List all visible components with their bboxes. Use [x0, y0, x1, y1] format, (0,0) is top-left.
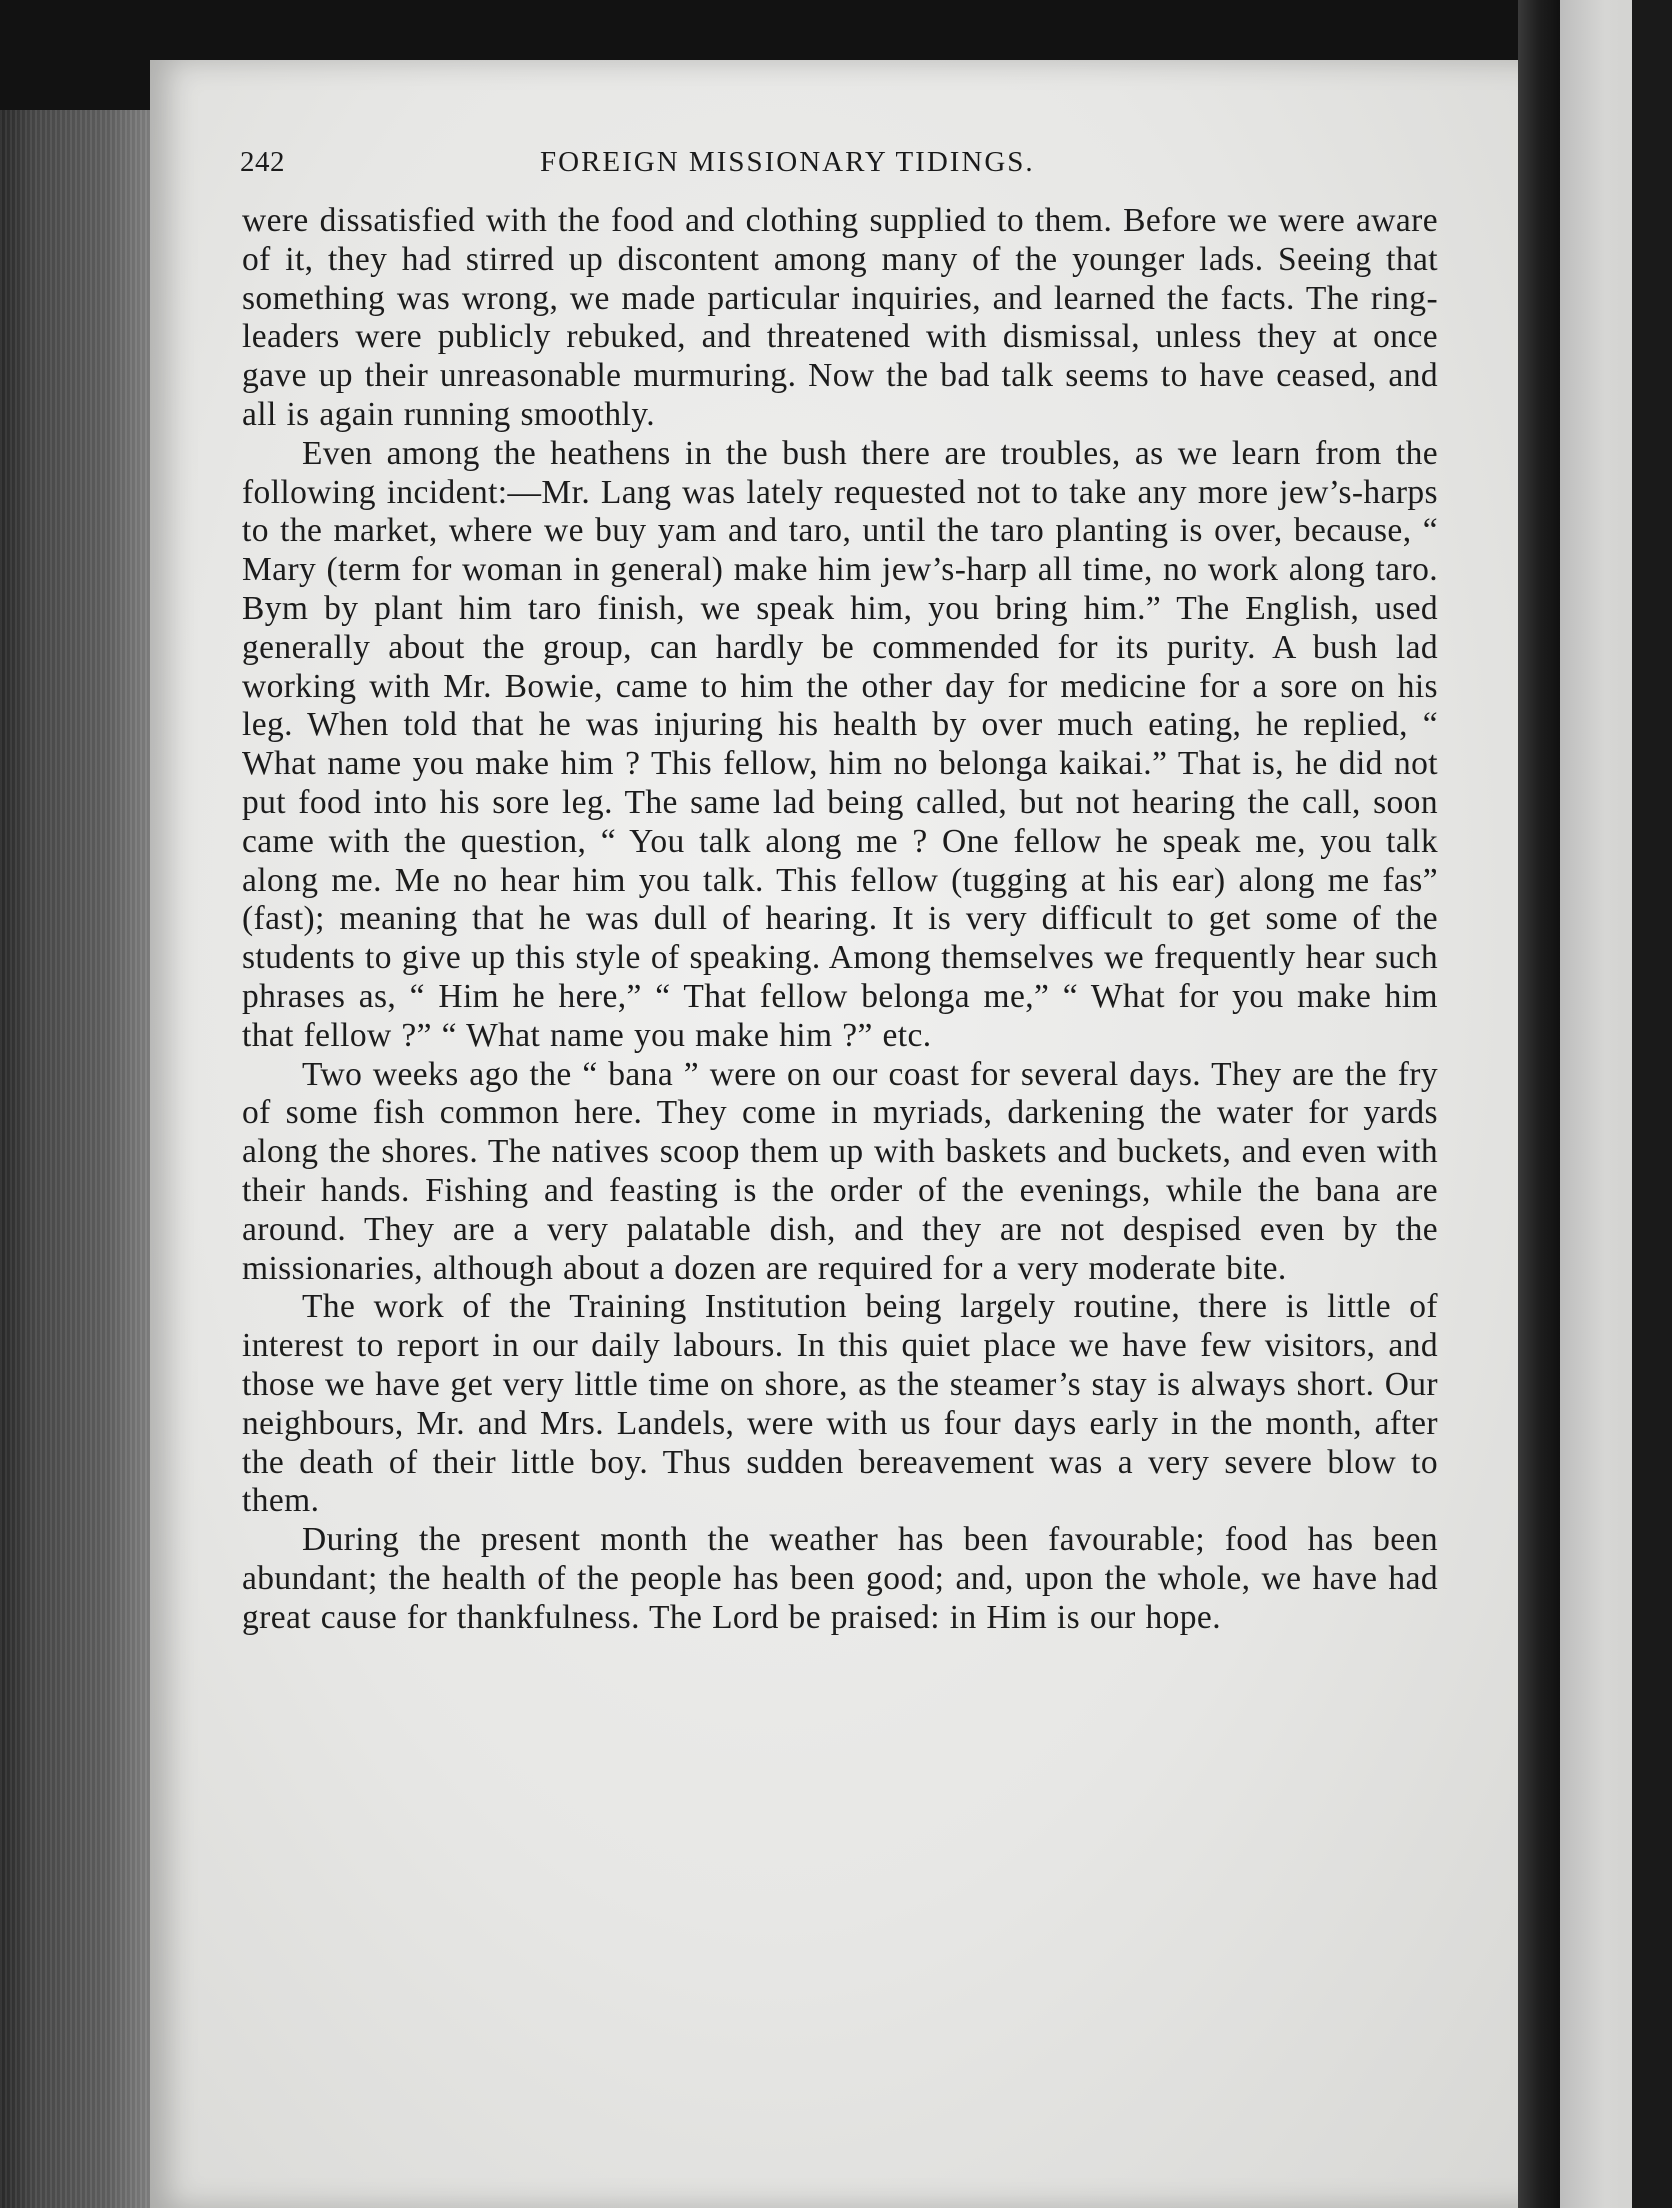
book-gutter-shadow	[1518, 0, 1560, 2208]
paragraph-3: Two weeks ago the “ bana ” were on our coast for several days. They are the fry of some fish common here. They come in myriads, darkening the water for yards along the shores. The natives scoop them up with baskets and buckets, and even with their hands. Fishing and feasting is the order of the evenings, while the bana are around. They are a very palatable dish, and they are not despised even by the missionaries, although about a dozen are required for a very moderate bite.	[242, 1055, 1438, 1287]
body-text	[242, 202, 1438, 1637]
scan-right-border	[1632, 0, 1672, 2208]
paragraph-1: were dissatisfied with the food and clothing supplied to them. Before we were aware of it, they had stirred up discontent among many of the younger lads. Seeing that something was wrong, we made particular inquiries, and learned the facts. The ring-leaders were publicly rebuked, and threatened with dismissal, unless they at once gave up their unreasonable murmuring. Now the bad talk seems to have ceased, and all is again running smoothly.	[242, 202, 1438, 433]
paragraph-2: Even among the heathens in the bush there are troubles, as we learn from the following incident:—Mr. Lang was lately requested not to take any more jew’s-harps to the market, where we buy yam and taro, until the taro planting is over, because, “ Mary (term for woman in general) make him jew’s-harp all time, no work along taro. Bym by plant him taro finish, we speak him, you bring him.” The English, used generally about the group, can hardly be commended for its purity. A bush lad working with Mr. Bowie, came to him the other day for medicine for a sore on his leg. When told that he was injuring his health by over much eating, he replied, “ What name you make him ? This fellow, him no belonga kaikai.” That is, he did not put food into his sore leg. The same lad being called, but not hearing the call, soon came with the question, “ You talk along me ? One fellow he speak me, you talk along me. Me no hear him you talk. This fellow (tugging at his ear) along me fas” (fast); meaning that he was dull of hearing. It is very difficult to get some of the students to give up this style of speaking. Among themselves we frequently hear such phrases as, “ Him he here,” “ That fellow belonga me,” “ What for you make him that fellow ?” “ What name you make him ?” etc.	[242, 434, 1438, 1054]
page-number: 242	[240, 146, 285, 178]
paragraph-4: The work of the Training Institution being largely routine, there is little of interest to report in our daily labours. In this quiet place we have few visitors, and those we have get very little time on shore, as the steamer’s stay is always short. Our neighbours, Mr. and Mrs. Landels, were with us four days early in the month, after the death of their little boy. Thus sudden bereavement was a very severe blow to them.	[242, 1288, 1438, 1520]
paragraph-5: During the present month the weather has been favourable; food has been abundant; the health of the people has been good; and, upon the whole, we have had great cause for thankfulness. The Lord be praised: in Him is our hope.	[242, 1521, 1438, 1636]
page-header	[240, 146, 1240, 186]
running-title: FOREIGN MISSIONARY TIDINGS.	[540, 146, 1035, 178]
